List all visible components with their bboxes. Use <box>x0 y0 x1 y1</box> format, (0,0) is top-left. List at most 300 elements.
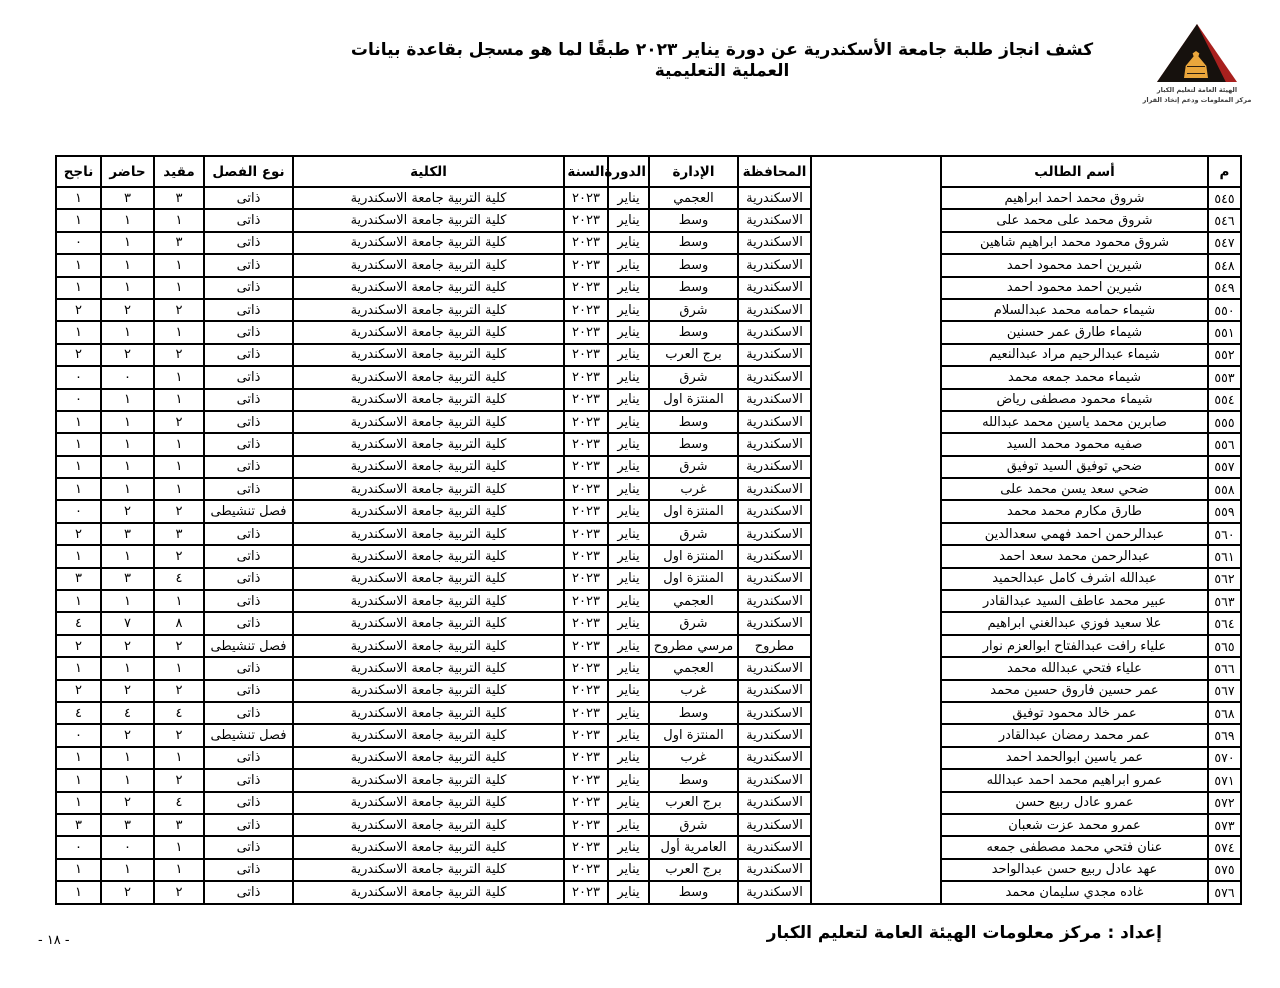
table-body <box>56 187 1241 904</box>
footer-prepared-by: إعداد : مركز معلومات الهيئة العامة لتعليم الكبار <box>766 923 1162 943</box>
cell-year: ٢٠٢٣ <box>564 747 608 769</box>
cell-passed: ١ <box>56 769 101 791</box>
cell-college: كلية التربية جامعة الاسكندرية <box>293 254 564 276</box>
cell-year: ٢٠٢٣ <box>564 523 608 545</box>
cell-college: كلية التربية جامعة الاسكندرية <box>293 680 564 702</box>
cell-session: يناير <box>608 209 649 231</box>
cell-year: ٢٠٢٣ <box>564 321 608 343</box>
cell-gov: الاسكندرية <box>738 478 811 500</box>
cell-enrolled: ٢ <box>154 769 204 791</box>
cell-enrolled: ٢ <box>154 680 204 702</box>
cell-passed: ٢ <box>56 344 101 366</box>
cell-passed: ١ <box>56 590 101 612</box>
cell-name: شيماء طارق عمر حسنين <box>941 321 1208 343</box>
spacer-cell <box>811 411 941 433</box>
cell-session: يناير <box>608 568 649 590</box>
cell-college: كلية التربية جامعة الاسكندرية <box>293 456 564 478</box>
cell-name: عبدالرحمن محمد سعد احمد <box>941 545 1208 567</box>
cell-gov: الاسكندرية <box>738 836 811 858</box>
cell-gov: الاسكندرية <box>738 881 811 903</box>
cell-present: ٣ <box>101 187 154 209</box>
cell-college: كلية التربية جامعة الاسكندرية <box>293 389 564 411</box>
cell-class_type: ذاتى <box>204 747 293 769</box>
cell-class_type: ذاتى <box>204 702 293 724</box>
table-row <box>56 657 1241 679</box>
table-row <box>56 232 1241 254</box>
cell-year: ٢٠٢٣ <box>564 724 608 746</box>
cell-present: ٢ <box>101 635 154 657</box>
cell-gov: الاسكندرية <box>738 702 811 724</box>
cell-session: يناير <box>608 321 649 343</box>
cell-admin: وسط <box>649 411 738 433</box>
table-row <box>56 859 1241 881</box>
table-row <box>56 769 1241 791</box>
cell-class_type: ذاتى <box>204 277 293 299</box>
cell-year: ٢٠٢٣ <box>564 590 608 612</box>
cell-college: كلية التربية جامعة الاسكندرية <box>293 814 564 836</box>
cell-session: يناير <box>608 680 649 702</box>
cell-year: ٢٠٢٣ <box>564 702 608 724</box>
col-header-student-name: أسم الطالب <box>941 156 1208 187</box>
col-header-college: الكلية <box>293 156 564 187</box>
cell-college: كلية التربية جامعة الاسكندرية <box>293 500 564 522</box>
cell-gov: الاسكندرية <box>738 366 811 388</box>
spacer-cell <box>811 209 941 231</box>
cell-no: ٥٧٦ <box>1208 881 1241 903</box>
spacer-cell <box>811 500 941 522</box>
cell-no: ٥٦٧ <box>1208 680 1241 702</box>
cell-year: ٢٠٢٣ <box>564 433 608 455</box>
cell-year: ٢٠٢٣ <box>564 792 608 814</box>
cell-present: ٤ <box>101 702 154 724</box>
spacer-cell <box>811 523 941 545</box>
cell-passed: ٠ <box>56 836 101 858</box>
pyramid-reader-icon <box>1157 24 1237 82</box>
spacer-cell <box>811 254 941 276</box>
spacer-cell <box>811 814 941 836</box>
cell-enrolled: ٢ <box>154 881 204 903</box>
cell-year: ٢٠٢٣ <box>564 344 608 366</box>
cell-gov: الاسكندرية <box>738 321 811 343</box>
cell-admin: المنتزة اول <box>649 545 738 567</box>
cell-gov: الاسكندرية <box>738 209 811 231</box>
cell-year: ٢٠٢٣ <box>564 657 608 679</box>
cell-session: يناير <box>608 433 649 455</box>
cell-no: ٥٧٣ <box>1208 814 1241 836</box>
cell-session: يناير <box>608 702 649 724</box>
cell-no: ٥٤٩ <box>1208 277 1241 299</box>
table-row <box>56 568 1241 590</box>
cell-college: كلية التربية جامعة الاسكندرية <box>293 859 564 881</box>
cell-present: ٧ <box>101 612 154 634</box>
cell-year: ٢٠٢٣ <box>564 232 608 254</box>
cell-passed: ١ <box>56 545 101 567</box>
cell-passed: ١ <box>56 657 101 679</box>
logo-caption-line2: مركز المعلومات ودعم إتخاذ القرار <box>1142 96 1252 105</box>
cell-class_type: فصل تنشيطى <box>204 724 293 746</box>
cell-present: ١ <box>101 747 154 769</box>
cell-session: يناير <box>608 724 649 746</box>
cell-class_type: ذاتى <box>204 321 293 343</box>
cell-no: ٥٦٨ <box>1208 702 1241 724</box>
cell-admin: وسط <box>649 277 738 299</box>
cell-college: كلية التربية جامعة الاسكندرية <box>293 724 564 746</box>
cell-college: كلية التربية جامعة الاسكندرية <box>293 747 564 769</box>
cell-gov: الاسكندرية <box>738 411 811 433</box>
cell-present: ١ <box>101 859 154 881</box>
cell-name: عنان فتحي محمد مصطفى جمعه <box>941 836 1208 858</box>
cell-session: يناير <box>608 657 649 679</box>
cell-class_type: ذاتى <box>204 814 293 836</box>
cell-class_type: ذاتى <box>204 792 293 814</box>
cell-session: يناير <box>608 612 649 634</box>
cell-present: ١ <box>101 545 154 567</box>
cell-class_type: ذاتى <box>204 523 293 545</box>
cell-passed: ١ <box>56 209 101 231</box>
cell-name: عبدالرحمن احمد فهمي سعدالدين <box>941 523 1208 545</box>
cell-passed: ٠ <box>56 724 101 746</box>
cell-class_type: فصل تنشيطى <box>204 635 293 657</box>
cell-session: يناير <box>608 478 649 500</box>
cell-name: علياء رافت عبدالفتاح ابوالعزم نوار <box>941 635 1208 657</box>
cell-class_type: ذاتى <box>204 389 293 411</box>
table-row <box>56 747 1241 769</box>
cell-no: ٥٥١ <box>1208 321 1241 343</box>
table-row <box>56 702 1241 724</box>
cell-gov: الاسكندرية <box>738 344 811 366</box>
cell-year: ٢٠٢٣ <box>564 769 608 791</box>
cell-gov: الاسكندرية <box>738 747 811 769</box>
table-row <box>56 389 1241 411</box>
cell-passed: ٣ <box>56 568 101 590</box>
spacer-cell <box>811 299 941 321</box>
cell-college: كلية التربية جامعة الاسكندرية <box>293 612 564 634</box>
cell-enrolled: ٢ <box>154 411 204 433</box>
cell-present: ١ <box>101 232 154 254</box>
cell-name: علياء فتحي عبدالله محمد <box>941 657 1208 679</box>
cell-enrolled: ٢ <box>154 500 204 522</box>
cell-session: يناير <box>608 277 649 299</box>
col-header-year: السنة <box>564 156 608 187</box>
cell-admin: غرب <box>649 478 738 500</box>
spacer-cell <box>811 881 941 903</box>
cell-name: شيرين احمد محمود احمد <box>941 277 1208 299</box>
cell-name: شروق محمود محمد ابراهيم شاهين <box>941 232 1208 254</box>
cell-name: عبير محمد عاطف السيد عبدالقادر <box>941 590 1208 612</box>
spacer-cell <box>811 232 941 254</box>
cell-passed: ٠ <box>56 366 101 388</box>
cell-admin: المنتزة اول <box>649 724 738 746</box>
spacer-cell <box>811 612 941 634</box>
cell-gov: الاسكندرية <box>738 724 811 746</box>
cell-name: عمرو ابراهيم محمد احمد عبدالله <box>941 769 1208 791</box>
cell-admin: المنتزة اول <box>649 500 738 522</box>
spacer-cell <box>811 389 941 411</box>
table-row <box>56 523 1241 545</box>
cell-session: يناير <box>608 366 649 388</box>
cell-passed: ٠ <box>56 232 101 254</box>
cell-gov: الاسكندرية <box>738 389 811 411</box>
cell-enrolled: ١ <box>154 433 204 455</box>
table-header-row <box>56 156 1241 187</box>
cell-session: يناير <box>608 344 649 366</box>
cell-passed: ١ <box>56 321 101 343</box>
cell-no: ٥٦٢ <box>1208 568 1241 590</box>
cell-present: ١ <box>101 321 154 343</box>
cell-class_type: ذاتى <box>204 209 293 231</box>
cell-class_type: ذاتى <box>204 232 293 254</box>
cell-passed: ١ <box>56 747 101 769</box>
cell-session: يناير <box>608 792 649 814</box>
cell-class_type: فصل تنشيطى <box>204 500 293 522</box>
cell-gov: الاسكندرية <box>738 769 811 791</box>
cell-admin: وسط <box>649 881 738 903</box>
table-row <box>56 433 1241 455</box>
cell-gov: مطروح <box>738 635 811 657</box>
table-row <box>56 612 1241 634</box>
cell-college: كلية التربية جامعة الاسكندرية <box>293 433 564 455</box>
cell-admin: شرق <box>649 299 738 321</box>
cell-enrolled: ٣ <box>154 523 204 545</box>
cell-enrolled: ١ <box>154 478 204 500</box>
authority-logo <box>1136 24 1258 106</box>
cell-enrolled: ١ <box>154 859 204 881</box>
cell-class_type: ذاتى <box>204 859 293 881</box>
cell-admin: العجمي <box>649 590 738 612</box>
cell-passed: ١ <box>56 859 101 881</box>
cell-no: ٥٦٤ <box>1208 612 1241 634</box>
cell-passed: ١ <box>56 411 101 433</box>
cell-class_type: ذاتى <box>204 411 293 433</box>
cell-class_type: ذاتى <box>204 657 293 679</box>
cell-name: عهد عادل ربيع حسن عبدالواحد <box>941 859 1208 881</box>
cell-present: ٢ <box>101 680 154 702</box>
cell-college: كلية التربية جامعة الاسكندرية <box>293 321 564 343</box>
cell-no: ٥٦٠ <box>1208 523 1241 545</box>
cell-name: عمرو محمد عزت شعبان <box>941 814 1208 836</box>
table-row <box>56 545 1241 567</box>
spacer-cell <box>811 769 941 791</box>
cell-gov: الاسكندرية <box>738 568 811 590</box>
cell-admin: برج العرب <box>649 859 738 881</box>
cell-year: ٢٠٢٣ <box>564 299 608 321</box>
cell-present: ٣ <box>101 814 154 836</box>
cell-session: يناير <box>608 635 649 657</box>
spacer-column <box>811 156 941 187</box>
cell-session: يناير <box>608 769 649 791</box>
col-header-serial: م <box>1208 156 1241 187</box>
cell-present: ١ <box>101 590 154 612</box>
cell-admin: المنتزة اول <box>649 568 738 590</box>
cell-no: ٥٦٣ <box>1208 590 1241 612</box>
spacer-cell <box>811 187 941 209</box>
cell-college: كلية التربية جامعة الاسكندرية <box>293 769 564 791</box>
cell-class_type: ذاتى <box>204 456 293 478</box>
spacer-cell <box>811 590 941 612</box>
cell-admin: مرسي مطروح <box>649 635 738 657</box>
cell-present: ١ <box>101 389 154 411</box>
cell-no: ٥٤٨ <box>1208 254 1241 276</box>
cell-admin: برج العرب <box>649 792 738 814</box>
cell-session: يناير <box>608 389 649 411</box>
cell-session: يناير <box>608 411 649 433</box>
cell-college: كلية التربية جامعة الاسكندرية <box>293 411 564 433</box>
cell-passed: ٢ <box>56 680 101 702</box>
cell-no: ٥٥٩ <box>1208 500 1241 522</box>
cell-class_type: ذاتى <box>204 344 293 366</box>
cell-admin: برج العرب <box>649 344 738 366</box>
cell-no: ٥٥٨ <box>1208 478 1241 500</box>
cell-college: كلية التربية جامعة الاسكندرية <box>293 545 564 567</box>
cell-college: كلية التربية جامعة الاسكندرية <box>293 590 564 612</box>
cell-year: ٢٠٢٣ <box>564 635 608 657</box>
col-header-class-type: نوع الفصل <box>204 156 293 187</box>
cell-gov: الاسكندرية <box>738 500 811 522</box>
cell-admin: شرق <box>649 523 738 545</box>
cell-gov: الاسكندرية <box>738 545 811 567</box>
cell-enrolled: ٣ <box>154 814 204 836</box>
cell-session: يناير <box>608 232 649 254</box>
cell-no: ٥٥٣ <box>1208 366 1241 388</box>
cell-college: كلية التربية جامعة الاسكندرية <box>293 702 564 724</box>
cell-enrolled: ١ <box>154 254 204 276</box>
cell-gov: الاسكندرية <box>738 433 811 455</box>
cell-present: ٢ <box>101 500 154 522</box>
cell-college: كلية التربية جامعة الاسكندرية <box>293 366 564 388</box>
cell-passed: ٤ <box>56 612 101 634</box>
cell-admin: وسط <box>649 702 738 724</box>
cell-no: ٥٥٧ <box>1208 456 1241 478</box>
cell-name: شيماء عبدالرحيم مراد عبدالنعيم <box>941 344 1208 366</box>
cell-enrolled: ١ <box>154 747 204 769</box>
spacer-cell <box>811 792 941 814</box>
cell-present: ٣ <box>101 523 154 545</box>
cell-no: ٥٥٥ <box>1208 411 1241 433</box>
cell-year: ٢٠٢٣ <box>564 680 608 702</box>
cell-year: ٢٠٢٣ <box>564 545 608 567</box>
cell-class_type: ذاتى <box>204 299 293 321</box>
cell-no: ٥٧١ <box>1208 769 1241 791</box>
cell-passed: ١ <box>56 277 101 299</box>
cell-admin: وسط <box>649 769 738 791</box>
cell-name: صابرين محمد ياسين محمد عبدالله <box>941 411 1208 433</box>
cell-no: ٥٦٥ <box>1208 635 1241 657</box>
cell-admin: وسط <box>649 433 738 455</box>
cell-no: ٥٦١ <box>1208 545 1241 567</box>
cell-name: شروق محمد على محمد على <box>941 209 1208 231</box>
cell-enrolled: ٢ <box>154 724 204 746</box>
spacer-cell <box>811 859 941 881</box>
cell-name: شيماء محمد جمعه محمد <box>941 366 1208 388</box>
cell-admin: العجمي <box>649 187 738 209</box>
cell-enrolled: ٨ <box>154 612 204 634</box>
cell-year: ٢٠٢٣ <box>564 859 608 881</box>
spacer-cell <box>811 433 941 455</box>
cell-college: كلية التربية جامعة الاسكندرية <box>293 523 564 545</box>
cell-enrolled: ١ <box>154 389 204 411</box>
spacer-cell <box>811 344 941 366</box>
cell-session: يناير <box>608 590 649 612</box>
cell-session: يناير <box>608 836 649 858</box>
cell-college: كلية التربية جامعة الاسكندرية <box>293 478 564 500</box>
table-row <box>56 344 1241 366</box>
cell-no: ٥٥٤ <box>1208 389 1241 411</box>
cell-no: ٥٤٥ <box>1208 187 1241 209</box>
results-table <box>55 155 1242 905</box>
cell-name: عبدالله اشرف كامل عبدالحميد <box>941 568 1208 590</box>
cell-college: كلية التربية جامعة الاسكندرية <box>293 836 564 858</box>
cell-year: ٢٠٢٣ <box>564 187 608 209</box>
table-row <box>56 814 1241 836</box>
cell-enrolled: ١ <box>154 277 204 299</box>
open-book-icon <box>1187 66 1205 74</box>
cell-present: ١ <box>101 769 154 791</box>
cell-college: كلية التربية جامعة الاسكندرية <box>293 232 564 254</box>
cell-year: ٢٠٢٣ <box>564 209 608 231</box>
cell-session: يناير <box>608 814 649 836</box>
cell-name: عمر حسين فاروق حسين محمد <box>941 680 1208 702</box>
cell-passed: ٠ <box>56 389 101 411</box>
cell-present: ١ <box>101 657 154 679</box>
spacer-cell <box>811 680 941 702</box>
cell-passed: ٢ <box>56 635 101 657</box>
spacer-cell <box>811 478 941 500</box>
cell-passed: ٤ <box>56 702 101 724</box>
cell-no: ٥٥٦ <box>1208 433 1241 455</box>
col-header-administration: الإدارة <box>649 156 738 187</box>
cell-present: ٢ <box>101 724 154 746</box>
cell-admin: العامرية أول <box>649 836 738 858</box>
cell-name: ضحي سعد يسن محمد على <box>941 478 1208 500</box>
cell-no: ٥٤٦ <box>1208 209 1241 231</box>
cell-no: ٥٦٦ <box>1208 657 1241 679</box>
cell-admin: وسط <box>649 209 738 231</box>
cell-college: كلية التربية جامعة الاسكندرية <box>293 209 564 231</box>
cell-name: غاده مجدي سليمان محمد <box>941 881 1208 903</box>
spacer-cell <box>811 702 941 724</box>
table-row <box>56 187 1241 209</box>
table-row <box>56 881 1241 903</box>
cell-admin: وسط <box>649 321 738 343</box>
cell-gov: الاسكندرية <box>738 859 811 881</box>
spacer-cell <box>811 456 941 478</box>
cell-present: ٠ <box>101 836 154 858</box>
cell-name: شيماء محمود مصطفى رياض <box>941 389 1208 411</box>
cell-gov: الاسكندرية <box>738 299 811 321</box>
table-row <box>56 478 1241 500</box>
cell-enrolled: ٤ <box>154 792 204 814</box>
cell-passed: ١ <box>56 881 101 903</box>
spacer-cell <box>811 747 941 769</box>
cell-enrolled: ١ <box>154 209 204 231</box>
cell-enrolled: ١ <box>154 590 204 612</box>
cell-name: عمر ياسين ابوالحمد احمد <box>941 747 1208 769</box>
cell-class_type: ذاتى <box>204 366 293 388</box>
cell-present: ١ <box>101 433 154 455</box>
cell-enrolled: ١ <box>154 366 204 388</box>
cell-no: ٥٧٢ <box>1208 792 1241 814</box>
cell-name: علا سعيد فوزي عبدالغني ابراهيم <box>941 612 1208 634</box>
cell-year: ٢٠٢٣ <box>564 478 608 500</box>
cell-enrolled: ١ <box>154 836 204 858</box>
cell-gov: الاسكندرية <box>738 657 811 679</box>
cell-enrolled: ٤ <box>154 568 204 590</box>
cell-college: كلية التربية جامعة الاسكندرية <box>293 881 564 903</box>
cell-present: ٢ <box>101 792 154 814</box>
cell-session: يناير <box>608 747 649 769</box>
cell-class_type: ذاتى <box>204 680 293 702</box>
spacer-cell <box>811 568 941 590</box>
